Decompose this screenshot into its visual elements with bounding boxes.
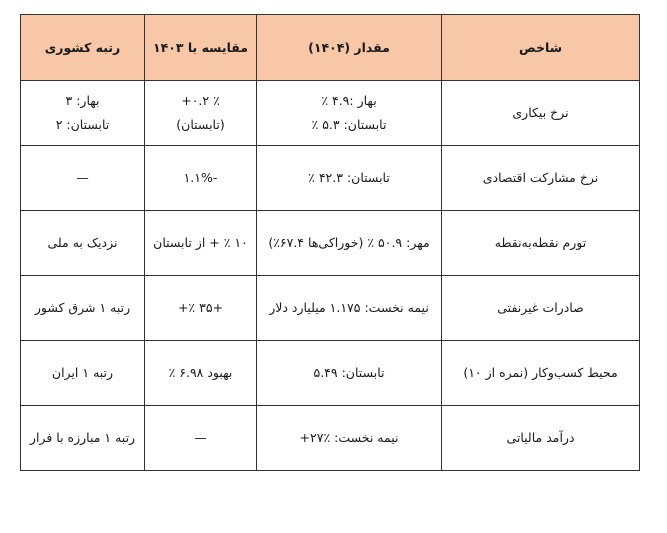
cell-rank [21, 81, 145, 146]
cell-comparison [145, 406, 257, 471]
cell-indicator: تورم نقطه‌به‌نقطه [442, 211, 640, 276]
cell-comparison-line: ٪ ‎+۰.۲ [181, 93, 220, 109]
cell-rank [21, 341, 145, 406]
cell-rank [21, 276, 145, 341]
cell-rank-line: رتبه ۱ شرق کشور [34, 300, 131, 316]
cell-indicator: محیط کسب‌وکار (نمره از ۱۰) [442, 341, 640, 406]
cell-comparison [145, 211, 257, 276]
cell-value [257, 276, 442, 341]
cell-rank-line: نزدیک به ملی [47, 235, 118, 251]
cell-rank [21, 146, 145, 211]
cell-comparison [145, 341, 257, 406]
table-row [21, 341, 640, 406]
cell-rank-line: — [76, 170, 89, 186]
cell-indicator: نرخ مشارکت اقتصادی [442, 146, 640, 211]
cell-indicator: صادرات غیرنفتی [442, 276, 640, 341]
cell-comparison [145, 146, 257, 211]
cell-value-line: مهر: ۵۰.۹ ٪ (خوراکی‌ها ۶۷.۴٪) [268, 235, 430, 251]
cell-value [257, 341, 442, 406]
cell-value-line: بهار :۴.۹ ٪ [321, 93, 377, 109]
table-header-row [21, 15, 640, 81]
cell-rank [21, 211, 145, 276]
cell-indicator: درآمد مالیاتی [442, 406, 640, 471]
header-comparison: مقایسه با ۱۴۰۳ [145, 15, 257, 81]
cell-comparison-line: -۱.۱% [183, 170, 218, 186]
cell-rank [21, 406, 145, 471]
cell-comparison-line: — [194, 430, 207, 446]
cell-indicator: نرخ بیکاری [442, 81, 640, 146]
table-body [21, 81, 640, 471]
cell-rank-line: رتبه ۱ ایران [51, 365, 114, 381]
cell-comparison-line: (تابستان) [176, 117, 225, 132]
indicators-table [20, 14, 640, 471]
cell-comparison-line: +۳۵ ٪+ [177, 300, 224, 316]
cell-value-line: نیمه نخست: ٪۲۷+ [299, 430, 399, 446]
indicators-table-container [20, 14, 640, 471]
cell-comparison-line: ۱۰ ٪ + از تابستان [153, 235, 248, 251]
cell-rank-line: رتبه ۱ مبارزه با فرار [29, 430, 136, 446]
cell-value-line: تابستان: ۴۲.۳ ٪ [308, 170, 390, 186]
cell-value [257, 146, 442, 211]
table-row [21, 211, 640, 276]
table-row [21, 276, 640, 341]
header-value: مقدار (۱۴۰۴) [257, 15, 442, 81]
cell-comparison-line: بهبود ۶.۹۸ ٪ [168, 365, 233, 381]
table-row [21, 81, 640, 146]
cell-value-line: تابستان: ۵.۴۹ [313, 365, 385, 381]
header-rank: رتبه کشوری [21, 15, 145, 81]
cell-value [257, 81, 442, 146]
cell-value-line: نیمه نخست: ۱.۱۷۵ میلیارد دلار [269, 300, 429, 316]
table-row [21, 146, 640, 211]
header-indicator: شاخص [442, 15, 640, 81]
table-row [21, 406, 640, 471]
cell-rank-line: بهار: ۳ [65, 93, 100, 109]
cell-value [257, 406, 442, 471]
cell-value [257, 211, 442, 276]
cell-comparison [145, 276, 257, 341]
cell-rank-line: تابستان: ۲ [55, 117, 110, 132]
cell-comparison [145, 81, 257, 146]
cell-value-line: تابستان: ۵.۳ ٪ [311, 117, 387, 132]
